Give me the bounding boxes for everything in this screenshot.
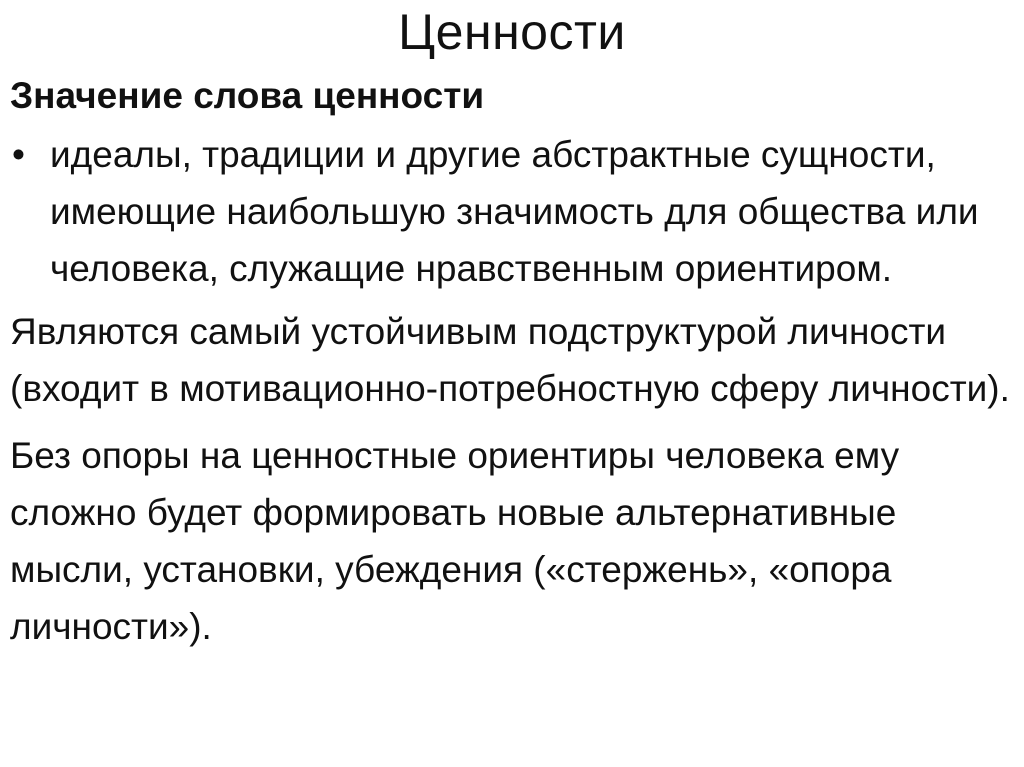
bullet-text: идеалы, традиции и другие абстрактные сущности, имеющие наибольшую значимость для общества или человека, служащие нравственным ориентиром.	[50, 134, 979, 289]
slide-title: Ценности	[398, 4, 626, 60]
bullet-icon: •	[12, 134, 25, 175]
subheading: Значение слова ценности	[10, 75, 485, 116]
bullet-item	[10, 126, 1015, 297]
slide-body	[10, 70, 1015, 655]
paragraph-stability: Являются самый устойчивым подструктурой личности (входит в мотивационно-потребностную сферу личности).	[10, 311, 1010, 409]
paragraph-support: Без опоры на ценностные ориентиры человека ему сложно будет формировать новые альтернативные мысли, установки, убеждения («стержень», «опора личности»).	[10, 435, 900, 647]
